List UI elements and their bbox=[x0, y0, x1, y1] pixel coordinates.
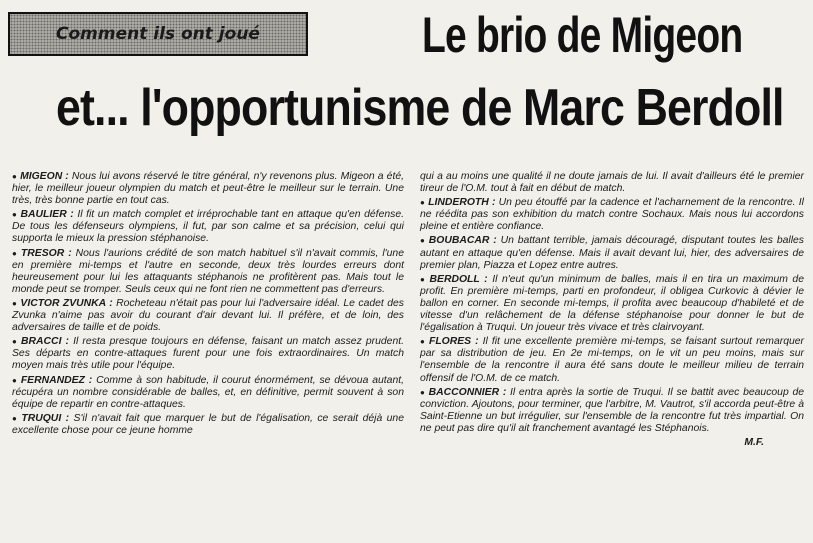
bullet-icon: ● bbox=[12, 248, 18, 258]
player-paragraph bbox=[12, 248, 404, 296]
player-paragraph bbox=[12, 171, 404, 207]
player-paragraph bbox=[420, 387, 804, 435]
player-comment: Nous lui avons réservé le titre général, n'y revenons plus. Migeon a été, hier, le meilleur joueur olympien du match et peut-être le meilleur sur le terrain. Une très, très bonne partie en tout cas. bbox=[12, 171, 404, 207]
bullet-icon: ● bbox=[12, 413, 19, 423]
right-column bbox=[420, 171, 804, 449]
player-name: MIGEON : bbox=[20, 171, 69, 182]
bullet-icon: ● bbox=[12, 172, 18, 181]
section-rubric bbox=[8, 12, 308, 56]
player-paragraph bbox=[420, 274, 804, 334]
player-name: LINDEROTH : bbox=[428, 197, 496, 209]
rubric-label: Comment ils ont joué bbox=[56, 24, 260, 44]
player-comment: Nous l'aurions crédité de son match habituel s'il n'avait commis, l'une en première mi-temps et l'autre en seconde, deux très lourdes erreurs dont heureusement pour lui les attaquants stéphanois ne profitèrent pas. Mais tout le monde peut se tromper. Seuls ceux qui ne font rien ne commettent pas d'erreurs. bbox=[12, 247, 404, 295]
bullet-icon: ● bbox=[12, 375, 18, 385]
player-comment: qui a au moins une qualité il ne doute jamais de lui. Il avait d'ailleurs été le premier tireur de l'O.M. tout à fait en début de match. bbox=[420, 171, 804, 195]
player-paragraph bbox=[420, 197, 804, 233]
player-paragraph bbox=[420, 336, 804, 384]
player-paragraph bbox=[420, 171, 804, 195]
player-name: TRESOR : bbox=[20, 247, 72, 259]
player-name: TRUQUI : bbox=[21, 412, 70, 424]
player-comment: Comme à son habitude, il courut énormément, se dévoua autant, récupéra un nombre considérable de balles, et, en définitive, permit souvent à son équipe de repartir en contre-attaques. bbox=[12, 374, 405, 410]
player-comment: Un peu étouffé par la cadence et l'acharnement de la rencontre. Il ne réédita pas son exhibition du match contre Sochaux. Mais nous lui accordons pleine et entière confiance. bbox=[420, 197, 804, 233]
player-comment: Il fit une excellente première mi-temps, se faisant surtout remarquer par sa distribution de jeu. En 2e mi-temps, on le vit un peu moins, mais sur l'ensemble de la rencontre il aura été sans doute le meilleur milieu de terrain offensif de l'O.M. de ce match. bbox=[420, 336, 804, 384]
player-comment: Rocheteau n'était pas pour lui l'adversaire idéal. Le cadet des Zvunka n'aime pas avoir du courant d'air devant lui. Il préfère, et de loin, des adversaires de taille et de poids. bbox=[12, 297, 404, 334]
author-signature: M.F. bbox=[744, 436, 764, 448]
player-name: BOUBACAR : bbox=[428, 235, 497, 247]
player-paragraph bbox=[12, 209, 404, 245]
player-name: FLORES : bbox=[428, 336, 479, 348]
player-name: BERDOLL : bbox=[429, 273, 488, 285]
player-name: BACCONNIER : bbox=[428, 386, 507, 398]
bullet-icon: ● bbox=[420, 236, 426, 246]
player-paragraph bbox=[12, 375, 404, 411]
player-comment: S'il n'avait fait que marquer le but de l'égalisation, ce serait déjà une excellente chose pour ce jeune homme bbox=[12, 412, 404, 436]
bullet-icon: ● bbox=[420, 387, 426, 397]
player-name: VICTOR ZVUNKA : bbox=[20, 297, 113, 309]
bullet-icon: ● bbox=[12, 298, 18, 308]
left-column bbox=[12, 171, 404, 439]
player-paragraph bbox=[12, 298, 404, 334]
headline-line-2: et... l'opportunisme de Marc Berdoll bbox=[56, 79, 784, 137]
player-name: FERNANDEZ : bbox=[20, 374, 93, 386]
headline-line-1: Le brio de Migeon bbox=[422, 7, 743, 63]
player-comment: Il entra après la sortie de Truqui. Il se battit avec beaucoup de conviction. Ajoutons, pour terminer, que l'arbitre, M. Vautrot, s'il accorda peut-être à Saint-Etienne un but irrégulier, sur l'ensemble de la rencontre fut très impartial. On ne peut pas dire qu'il ait franchement avantagé les Stéphanois. bbox=[420, 386, 804, 434]
bullet-icon: ● bbox=[420, 274, 427, 284]
bullet-icon: ● bbox=[12, 210, 18, 220]
player-paragraph bbox=[420, 235, 804, 271]
bullet-icon: ● bbox=[420, 337, 426, 347]
player-name: BAULIER : bbox=[20, 209, 74, 221]
player-paragraph bbox=[12, 413, 404, 437]
player-paragraph bbox=[12, 336, 404, 372]
player-name: BRACCI : bbox=[21, 336, 70, 348]
bullet-icon: ● bbox=[420, 198, 426, 208]
player-comment: Il resta presque toujours en défense, faisant un match assez prudent. Ses départs en contre-attaques furent pour une fois extraordinaires. Un match moyen mais très utile pour l'équipe. bbox=[12, 336, 404, 372]
bullet-icon: ● bbox=[12, 337, 19, 347]
player-comment: Il n'eut qu'un minimum de balles, mais il en tira un maximum de profit. En première mi-temps, parti en profondeur, il obligea Curkovic à dévier le ballon en corner. En seconde mi-temps, il profita avec beaucoup d'habileté et de vitesse d'un relâchement de la défense stéphanoise pour donner le but de l'égalisation à Truqui. Un joueur très vivace et très clairvoyant. bbox=[420, 273, 804, 334]
player-comment: Un battant terrible, jamais découragé, disputant toutes les balles autant en attaque qu'en défense. Mais il avait devant lui, hier, des adversaires de premier plan, Piazza et Lopez entre autres. bbox=[420, 235, 804, 271]
player-comment: Il fit un match complet et irréprochable tant en attaque qu'en défense. De tous les défenseurs olympiens, il fut, par son calme et sa précision, celui qui supporta le mieux la pression stéphanoise. bbox=[12, 209, 404, 245]
